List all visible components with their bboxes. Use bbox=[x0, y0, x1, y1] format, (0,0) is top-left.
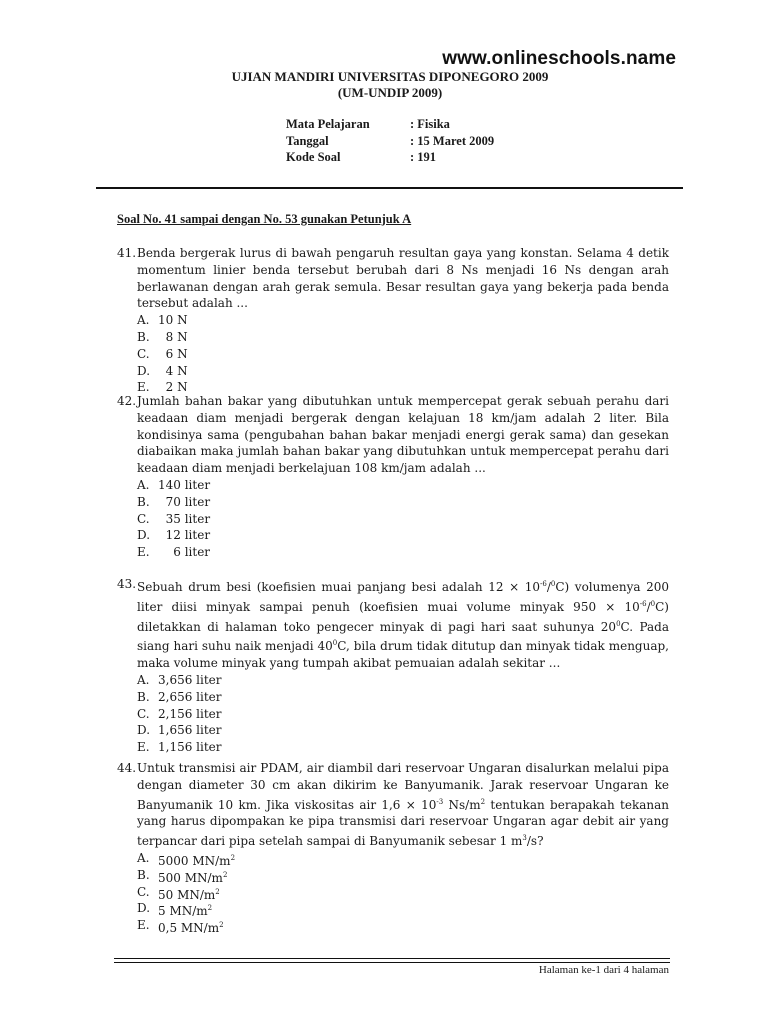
option-letter: E. bbox=[137, 918, 150, 933]
option-c[interactable] bbox=[137, 511, 669, 528]
option-d[interactable] bbox=[137, 527, 669, 544]
option-c[interactable] bbox=[137, 706, 669, 723]
meta-value: : 191 bbox=[410, 150, 437, 164]
exam-meta bbox=[286, 116, 494, 166]
option-text: 2,656 liter bbox=[158, 689, 222, 704]
option-a[interactable] bbox=[137, 312, 669, 329]
option-text: 1,156 liter bbox=[158, 740, 222, 755]
option-text: 1,656 liter bbox=[158, 723, 222, 738]
option-letter: C. bbox=[137, 884, 150, 899]
question-number: 41. bbox=[117, 246, 137, 260]
meta-row-code bbox=[286, 149, 494, 166]
option-letter: A. bbox=[137, 477, 150, 492]
option-b[interactable] bbox=[137, 329, 669, 346]
option-d[interactable] bbox=[137, 722, 669, 739]
option-e[interactable] bbox=[137, 544, 669, 561]
footer-divider-thin bbox=[114, 962, 670, 963]
option-d[interactable] bbox=[137, 363, 669, 380]
option-letter: D. bbox=[137, 363, 151, 378]
meta-row-date bbox=[286, 133, 494, 150]
option-a[interactable] bbox=[137, 477, 669, 494]
option-text: 12 liter bbox=[158, 528, 211, 543]
option-letter: D. bbox=[137, 901, 151, 916]
question-number: 42. bbox=[117, 394, 137, 408]
exam-subtitle: (UM-UNDIP 2009) bbox=[337, 85, 443, 100]
question-stem: Sebuah drum besi (koefisien muai panjang besi adalah $12 \times 10^{-6}/^0C$) volumenya 200 liter diisi minyak sampai penuh (koefisien muai volume minyak $950 \times 10^{-6}/^0C$) diletakkan di halaman toko pengecer minyak di pagi hari saat suhunya $20^0C$. Pada siang hari suhu naik menjadi $40^0C$, bila drum tidak ditutup dan minyak tidak menguap, maka volume minyak yang tumpah akibat pemuaian adalah sekitar ... bbox=[137, 580, 669, 671]
option-d[interactable] bbox=[137, 900, 669, 917]
question-stem: Benda bergerak lurus di bawah pengaruh resultan gaya yang konstan. Selama 4 detik momentum linier benda tersebut berubah dari 8 Ns menjadi 16 Ns dengan arah berlawanan dengan arah gerak semula. Besar resultan gaya yang bekerja pada benda tersebut adalah ... bbox=[137, 246, 669, 311]
meta-row-subject bbox=[286, 116, 494, 133]
option-a[interactable] bbox=[137, 672, 669, 689]
meta-key: Kode Soal bbox=[286, 150, 341, 164]
option-letter: C. bbox=[137, 346, 150, 361]
option-text: 35 liter bbox=[158, 511, 211, 526]
meta-value: : Fisika bbox=[410, 117, 450, 131]
option-text: 3,656 liter bbox=[158, 672, 222, 687]
option-text: 70 liter bbox=[158, 494, 211, 509]
option-text: 8 N bbox=[158, 329, 188, 344]
option-letter: D. bbox=[137, 528, 151, 543]
option-list bbox=[137, 312, 669, 396]
question-stem: Jumlah bahan bakar yang dibutuhkan untuk mempercepat gerak sebuah perahu dari keadaan diam menjadi bergerak dengan kelajuan 18 km/jam adalah 2 liter. Bila kondisinya sama (pengubahan bahan bakar menjadi energi gerak sama) dan gesekan diabaikan maka jumlah bahan bakar yang dibutuhkan untuk mempercepat perahu dari keadaan diam menjadi berkelajuan 108 km/jam adalah ... bbox=[137, 394, 669, 476]
option-letter: E. bbox=[137, 740, 150, 755]
question-number: 43. bbox=[117, 577, 137, 591]
option-e[interactable] bbox=[137, 917, 669, 934]
option-text: 50 $MN/m^2$ bbox=[158, 887, 220, 902]
question-stem: Untuk transmisi air PDAM, air diambil dari reservoar Ungaran disalurkan melalui pipa dengan diameter 30 cm akan dikirim ke Banyumanik. Jarak reservoar Ungaran ke Banyumanik 10 km. Jika viskositas air $1,6 \times 10^{-3}$ $Ns/m^2$ tentukan berapakah tekanan yang harus dipompakan ke pipa transmisi dari reservoar Ungaran agar debit air yang terpancar dari pipa setelah sampai di Banyumanik sebesar 1 $m^3/s$? bbox=[137, 761, 669, 849]
option-text: 5000 $MN/m^2$ bbox=[158, 853, 236, 868]
meta-value: : 15 Maret 2009 bbox=[410, 133, 495, 148]
question-42 bbox=[117, 393, 669, 561]
option-letter: C. bbox=[137, 706, 150, 721]
option-letter: A. bbox=[137, 672, 150, 687]
option-letter: B. bbox=[137, 867, 150, 882]
question-44 bbox=[117, 760, 669, 934]
option-list bbox=[137, 850, 669, 934]
option-text: 5 $MN/m^2$ bbox=[158, 904, 213, 919]
option-b[interactable] bbox=[137, 494, 669, 511]
option-text: 2 N bbox=[158, 380, 188, 395]
option-letter: E. bbox=[137, 545, 150, 560]
meta-key: Mata Pelajaran bbox=[286, 117, 370, 131]
option-letter: C. bbox=[137, 511, 150, 526]
question-43 bbox=[117, 576, 669, 756]
option-b[interactable] bbox=[137, 867, 669, 884]
question-41 bbox=[117, 245, 669, 396]
option-text: 6 N bbox=[158, 346, 188, 361]
option-letter: A. bbox=[137, 313, 150, 328]
option-text: 4 N bbox=[158, 363, 188, 378]
option-text: 140 liter bbox=[158, 477, 211, 492]
option-list bbox=[137, 672, 669, 756]
option-letter: E. bbox=[137, 380, 150, 395]
option-text: 10 N bbox=[158, 313, 188, 328]
option-text: 0,5 $MN/m^2$ bbox=[158, 921, 224, 936]
option-c[interactable] bbox=[137, 884, 669, 901]
option-text: 6 liter bbox=[158, 545, 211, 560]
option-text: 500 $MN/m^2$ bbox=[158, 870, 228, 885]
option-letter: D. bbox=[137, 723, 151, 738]
question-number: 44. bbox=[117, 761, 137, 775]
option-list bbox=[137, 477, 669, 561]
option-letter: B. bbox=[137, 689, 150, 704]
meta-key: Tanggal bbox=[286, 133, 329, 148]
header-divider bbox=[96, 187, 683, 189]
page-number: Halaman ke-1 dari 4 halaman bbox=[538, 964, 669, 976]
option-c[interactable] bbox=[137, 346, 669, 363]
option-letter: A. bbox=[137, 850, 150, 865]
option-e[interactable] bbox=[137, 739, 669, 756]
option-text: 2,156 liter bbox=[158, 706, 222, 721]
option-letter: B. bbox=[137, 494, 150, 509]
exam-title: UJIAN MANDIRI UNIVERSITAS DIPONEGORO 2009 bbox=[231, 69, 549, 84]
footer-divider bbox=[114, 958, 670, 959]
option-a[interactable] bbox=[137, 850, 669, 867]
option-b[interactable] bbox=[137, 689, 669, 706]
option-letter: B. bbox=[137, 329, 150, 344]
instruction: Soal No. 41 sampai dengan No. 53 gunakan Petunjuk A bbox=[117, 212, 412, 226]
website-watermark: www.onlineschools.name bbox=[442, 48, 676, 69]
